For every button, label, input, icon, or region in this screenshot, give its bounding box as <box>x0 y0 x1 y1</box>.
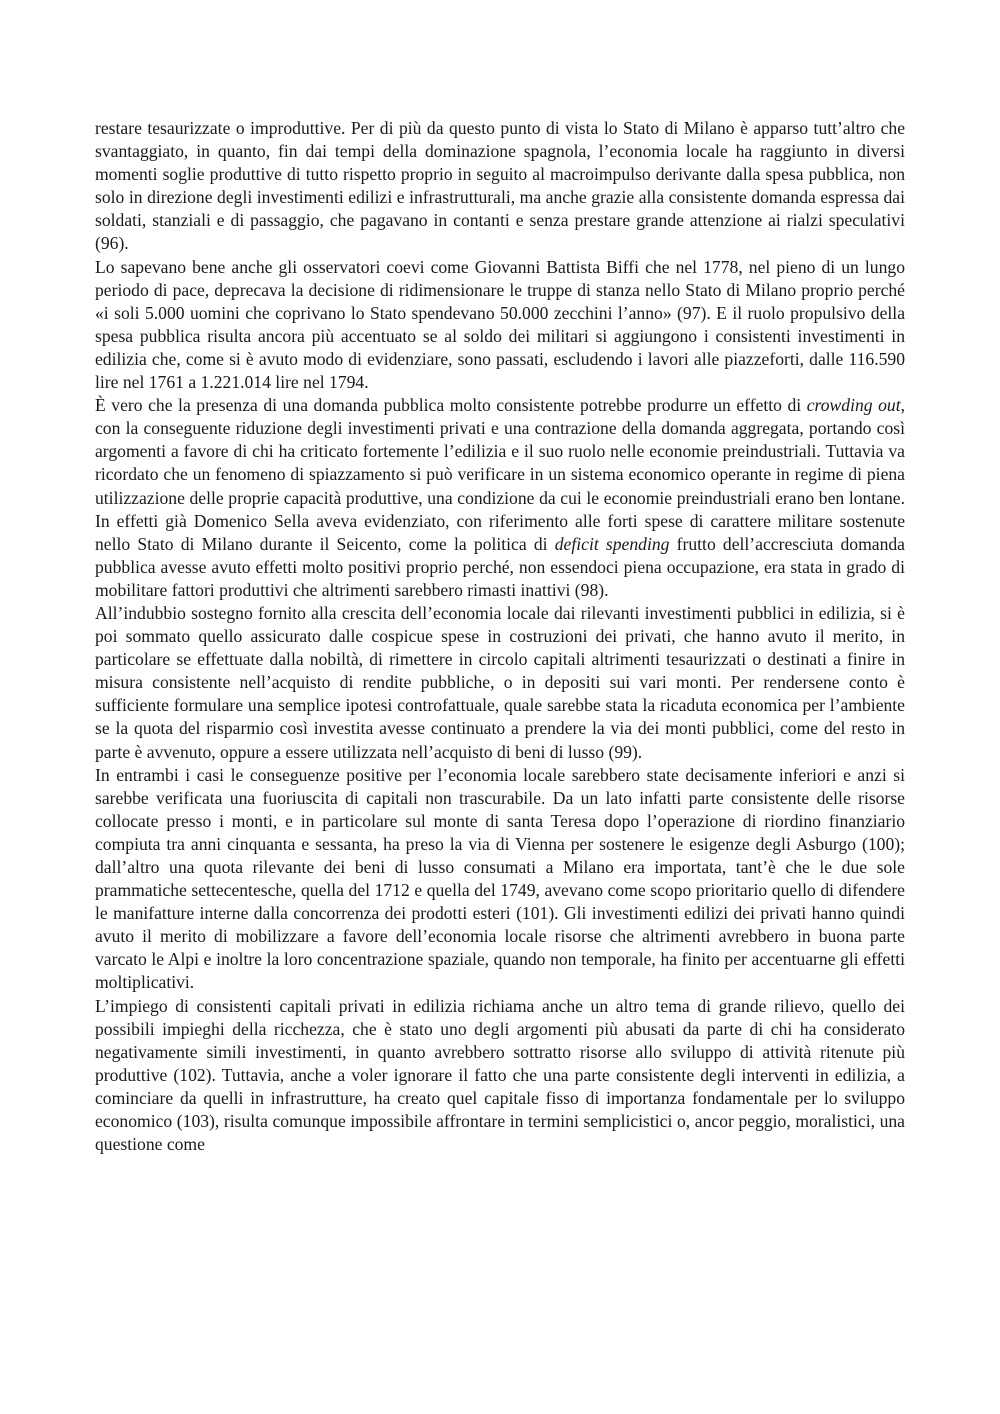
paragraph <box>95 995 905 1157</box>
paragraph-text: Lo sapevano bene anche gli osservatori coevi come Giovanni Battista Biffi che nel 1778, nel pieno di un lungo periodo di pace, deprecava la decisione di ridimensionare le truppe di stanza nello Stato di Milano proprio perché «i soli 5.000 uomini che coprivano lo Stato spendevano 50.000 zecchini l’anno» (97). E il ruolo propulsivo della spesa pubblica risulta ancora più accentuato se al soldo dei militari si aggiungono i consistenti investimenti in edilizia che, come si è avuto modo di evidenziare, sono passati, escludendo i lavori alle piazzeforti, dalle 116.590 lire nel 1761 a 1.221.014 lire nel 1794. <box>95 256 905 393</box>
paragraph-text: In entrambi i casi le conseguenze positive per l’economia locale sarebbero state decisamente inferiori e anzi si sarebbe verificata una fuoriuscita di capitali non trascurabile. Da un lato infatti parte consistente delle risorse collocate presso i monti, e in particolare sul monte di santa Teresa dopo l’operazione di riordino finanziario compiuta tra anni cinquanta e sessanta, ha preso la via di Vienna per sostenere le esigenze degli Asburgo (100); dall’altro una quota rilevante dei beni di lusso consumati a Milano era importata, tant’è che le due sole prammatiche settecentesche, quella del 1712 e quella del 1749, avevano come scopo prioritario quello di difendere le manifatture interne dalla concorrenza dei prodotti esteri (101). Gli investimenti edilizi dei privati hanno quindi avuto il merito di mobilizzare a favore dell’economia locale risorse che altrimenti avrebbero in buona parte varcato le Alpi e inoltre la loro concentrazione spaziale, quando non temporale, ha finito per accentuarne gli effetti moltiplicativi. <box>95 764 905 993</box>
paragraph-text: restare tesaurizzate o improduttive. Per di più da questo punto di vista lo Stato di Milano è apparso tutt’altro che svantaggiato, in quanto, fin dai tempi della dominazione spagnola, l’economia locale ha raggiunto in diversi momenti soglie produttive di tutto rispetto proprio in seguito al macroimpulso derivante dalla spesa pubblica, non solo in direzione degli investimenti edilizi e infrastrutturali, ma anche grazie alla consistente domanda espressa dai soldati, stanziali e di passaggio, che pagavano in contanti e senza prestare grande attenzione ai rialzi speculativi (96). <box>95 118 905 254</box>
italic-term: crowding out <box>806 395 901 416</box>
paragraph-text: È vero che la presenza di una domanda pubblica molto consistente potrebbe produrre un effetto di <box>95 395 807 416</box>
paragraph <box>95 602 905 764</box>
paragraph <box>95 117 905 256</box>
paragraph-text: frutto dell’accresciuta domanda pubblica avesse avuto effetti molto positivi proprio perché, non essendoci piena occupazione, era stata in grado di mobilitare fattori produttivi che altrimenti sarebbero rimasti inattivi (98). <box>95 533 905 600</box>
paragraph <box>95 394 905 602</box>
paragraph-text: L’impiego di consistenti capitali privati in edilizia richiama anche un altro tema di grande rilievo, quello dei possibili impieghi della ricchezza, che è stato uno degli argomenti più abusati da parte di chi ha considerato negativamente simili investimenti, in quanto avrebbero sottratto risorse allo sviluppo di attività ritenute più produttive (102). Tuttavia, anche a voler ignorare il fatto che una parte consistente degli interventi in edilizia, a cominciare da quelli in infrastrutture, ha creato quel capitale fisso di importanza fondamentale per lo sviluppo economico (103), risulta comunque impossibile affrontare in termini semplicistici o, ancor peggio, moralistici, una questione come <box>95 995 905 1155</box>
italic-term: deficit spending <box>554 533 670 554</box>
paragraph <box>95 764 905 995</box>
paragraph <box>95 256 905 395</box>
paragraph-text: , con la conseguente riduzione degli investimenti privati e una contrazione della domanda aggregata, portando così argomenti a favore di chi ha criticato fortemente l’edilizia e il suo ruolo nelle economie preindustriali. Tuttavia va ricordato che un fenomeno di spiazzamento si può verificare in un sistema economico operante in regime di piena utilizzazione delle proprie capacità produttive, una condizione da cui le economie preindustriali erano ben lontane. In effetti già Domenico Sella aveva evidenziato, con riferimento alle forti spese di carattere militare sostenute nello Stato di Milano durante il Seicento, come la politica di <box>95 395 905 554</box>
paragraph-text: All’indubbio sostegno fornito alla crescita dell’economia locale dai rilevanti investimenti pubblici in edilizia, si è poi sommato quello assicurato dalle cospicue spese in costruzioni dei privati, che hanno avuto il merito, in particolare se effettuate dalla nobiltà, di rimettere in circolo capitali altrimenti tesaurizzati o destinati a finire in misura consistente nell’acquisto di rendite pubbliche, o in depositi sui vari monti. Per rendersene conto è sufficiente formulare una semplice ipotesi controfattuale, quale sarebbe stata la ricaduta economica per l’ambiente se la quota del risparmio così investita avesse continuato a prendere la via dei monti pubblici, come del resto in parte è avvenuto, oppure a essere utilizzata nell’acquisto di beni di lusso (99). <box>95 602 905 762</box>
document-page <box>95 117 905 1156</box>
